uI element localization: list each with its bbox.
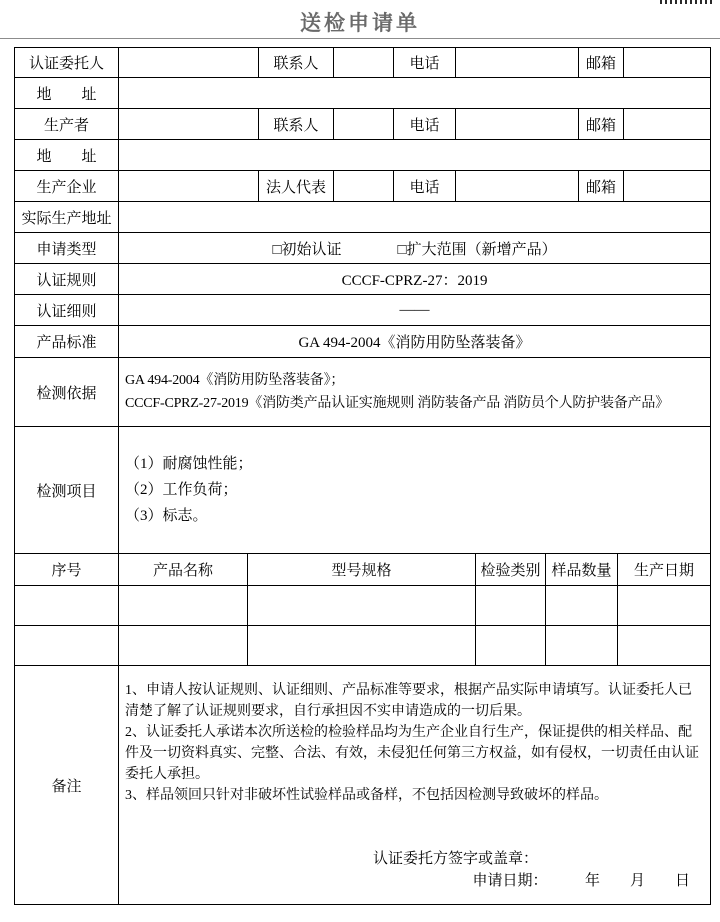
title-divider (0, 38, 720, 39)
column-header-product-name: 产品名称 (119, 554, 248, 586)
producer-address-label: 地 址 (15, 140, 119, 171)
column-header-production-date: 生产日期 (618, 554, 711, 586)
checkbox-option-expand-scope[interactable]: □扩大范围（新增产品） (397, 241, 557, 258)
test-basis-line-1: GA 494-2004《消防用防坠落装备》； (125, 373, 345, 388)
test-item-3: （3）标志。 (125, 508, 208, 524)
test-basis-label: 检测依据 (15, 358, 119, 427)
actual-address-label: 实际生产地址 (15, 202, 119, 233)
producer-address-field[interactable] (119, 140, 711, 171)
producer-email-field[interactable] (624, 109, 711, 140)
applicant-address-field[interactable] (119, 78, 711, 109)
row-actual-address (15, 202, 711, 233)
row-manufacturer (15, 171, 711, 202)
remarks-label: 备注 (15, 666, 119, 905)
column-header-inspection-type: 检验类别 (476, 554, 546, 586)
row-test-items (15, 427, 711, 554)
remarks-item-1: 1、申请人按认证规则、认证细则、产品标准等要求，根据产品实际申请填写。认证委托人已清楚了解了认证规则要求，自行承担因不实申请造成的一切后果。 (125, 683, 692, 719)
product-row-2-type-cell[interactable] (476, 626, 546, 666)
certification-rule-label: 认证规则 (15, 264, 119, 295)
applicant-email-field[interactable] (624, 48, 711, 78)
product-standard-label: 产品标准 (15, 326, 119, 358)
product-row-1-type-cell[interactable] (476, 586, 546, 626)
certification-detail-label: 认证细则 (15, 295, 119, 326)
test-basis-line-2: CCCF-CPRZ-27-2019《消防类产品认证实施规则 消防装备产品 消防员个人防护装备产品》 (125, 396, 669, 411)
row-application-type (15, 233, 711, 264)
manufacturer-phone-field[interactable] (456, 171, 579, 202)
test-item-2: （2）工作负荷； (125, 482, 238, 498)
product-row-2-model-cell[interactable] (248, 626, 476, 666)
row-certification-detail (15, 295, 711, 326)
test-items-label: 检测项目 (15, 427, 119, 554)
remarks-item-2: 2、认证委托人承诺本次所送检的检验样品均为生产企业自行生产，保证提供的相关样品、配件及一切资料真实、完整、合法、有效，未侵犯任何第三方权益，如有侵权，一切责任由认证委托人承担。 (125, 725, 699, 782)
manufacturer-legal-rep-field[interactable] (334, 171, 394, 202)
applicant-contact-field[interactable] (334, 48, 394, 78)
product-row-2 (15, 626, 711, 666)
applicant-phone-label: 电话 (394, 48, 456, 78)
row-producer-address (15, 140, 711, 171)
application-type-label: 申请类型 (15, 233, 119, 264)
product-row-2-name-cell[interactable] (119, 626, 248, 666)
product-row-2-seq-cell[interactable] (15, 626, 119, 666)
application-date-line: 申请日期： 年 月 日 (472, 873, 691, 889)
row-certification-rule (15, 264, 711, 295)
signature-line: 认证委托方签字或盖章： (373, 851, 539, 867)
product-row-2-qty-cell[interactable] (546, 626, 618, 666)
product-row-2-date-cell[interactable] (618, 626, 711, 666)
row-product-table-header (15, 554, 711, 586)
manufacturer-name-field[interactable] (119, 171, 259, 202)
product-row-1-name-cell[interactable] (119, 586, 248, 626)
manufacturer-phone-label: 电话 (394, 171, 456, 202)
test-item-1: （1）耐腐蚀性能； (125, 456, 253, 472)
product-row-1-date-cell[interactable] (618, 586, 711, 626)
row-producer (15, 109, 711, 140)
certification-rule-value: CCCF-CPRZ-27：2019 (119, 264, 711, 295)
producer-phone-field[interactable] (456, 109, 579, 140)
remarks-text-block (119, 666, 710, 904)
producer-name-field[interactable] (119, 109, 259, 140)
product-standard-value: GA 494-2004《消防用防坠落装备》 (119, 326, 711, 358)
applicant-address-label: 地 址 (15, 78, 119, 109)
applicant-name-field[interactable] (119, 48, 259, 78)
manufacturer-label: 生产企业 (15, 171, 119, 202)
product-row-1-seq-cell[interactable] (15, 586, 119, 626)
producer-phone-label: 电话 (394, 109, 456, 140)
applicant-phone-field[interactable] (456, 48, 579, 78)
producer-contact-field[interactable] (334, 109, 394, 140)
producer-label: 生产者 (15, 109, 119, 140)
column-header-sample-qty: 样品数量 (546, 554, 618, 586)
page-title: 送检申请单 (300, 11, 420, 35)
actual-address-field[interactable] (119, 202, 711, 233)
manufacturer-email-field[interactable] (624, 171, 711, 202)
product-row-1-model-cell[interactable] (248, 586, 476, 626)
test-items-value (119, 427, 711, 554)
test-basis-value (119, 358, 711, 427)
row-applicant-address (15, 78, 711, 109)
application-type-options (119, 233, 711, 264)
remarks-content (119, 666, 711, 905)
manufacturer-email-label: 邮箱 (579, 171, 624, 202)
certification-detail-value: —— (119, 295, 711, 326)
column-header-seq: 序号 (15, 554, 119, 586)
clipped-corner-marks (660, 0, 712, 4)
application-form-table (14, 47, 711, 905)
manufacturer-legal-rep-label: 法人代表 (259, 171, 334, 202)
row-product-standard (15, 326, 711, 358)
checkbox-option-initial-certification[interactable]: □初始认证 (272, 241, 342, 258)
applicant-email-label: 邮箱 (579, 48, 624, 78)
product-row-1 (15, 586, 711, 626)
producer-email-label: 邮箱 (579, 109, 624, 140)
row-applicant (15, 48, 711, 78)
producer-contact-label: 联系人 (259, 109, 334, 140)
remarks-item-3: 3、样品领回只针对非破坏性试验样品或备样，不包括因检测导致破坏的样品。 (125, 788, 608, 803)
column-header-model-spec: 型号规格 (248, 554, 476, 586)
applicant-label: 认证委托人 (15, 48, 119, 78)
applicant-contact-label: 联系人 (259, 48, 334, 78)
product-row-1-qty-cell[interactable] (546, 586, 618, 626)
row-remarks (15, 666, 711, 905)
row-test-basis (15, 358, 711, 427)
